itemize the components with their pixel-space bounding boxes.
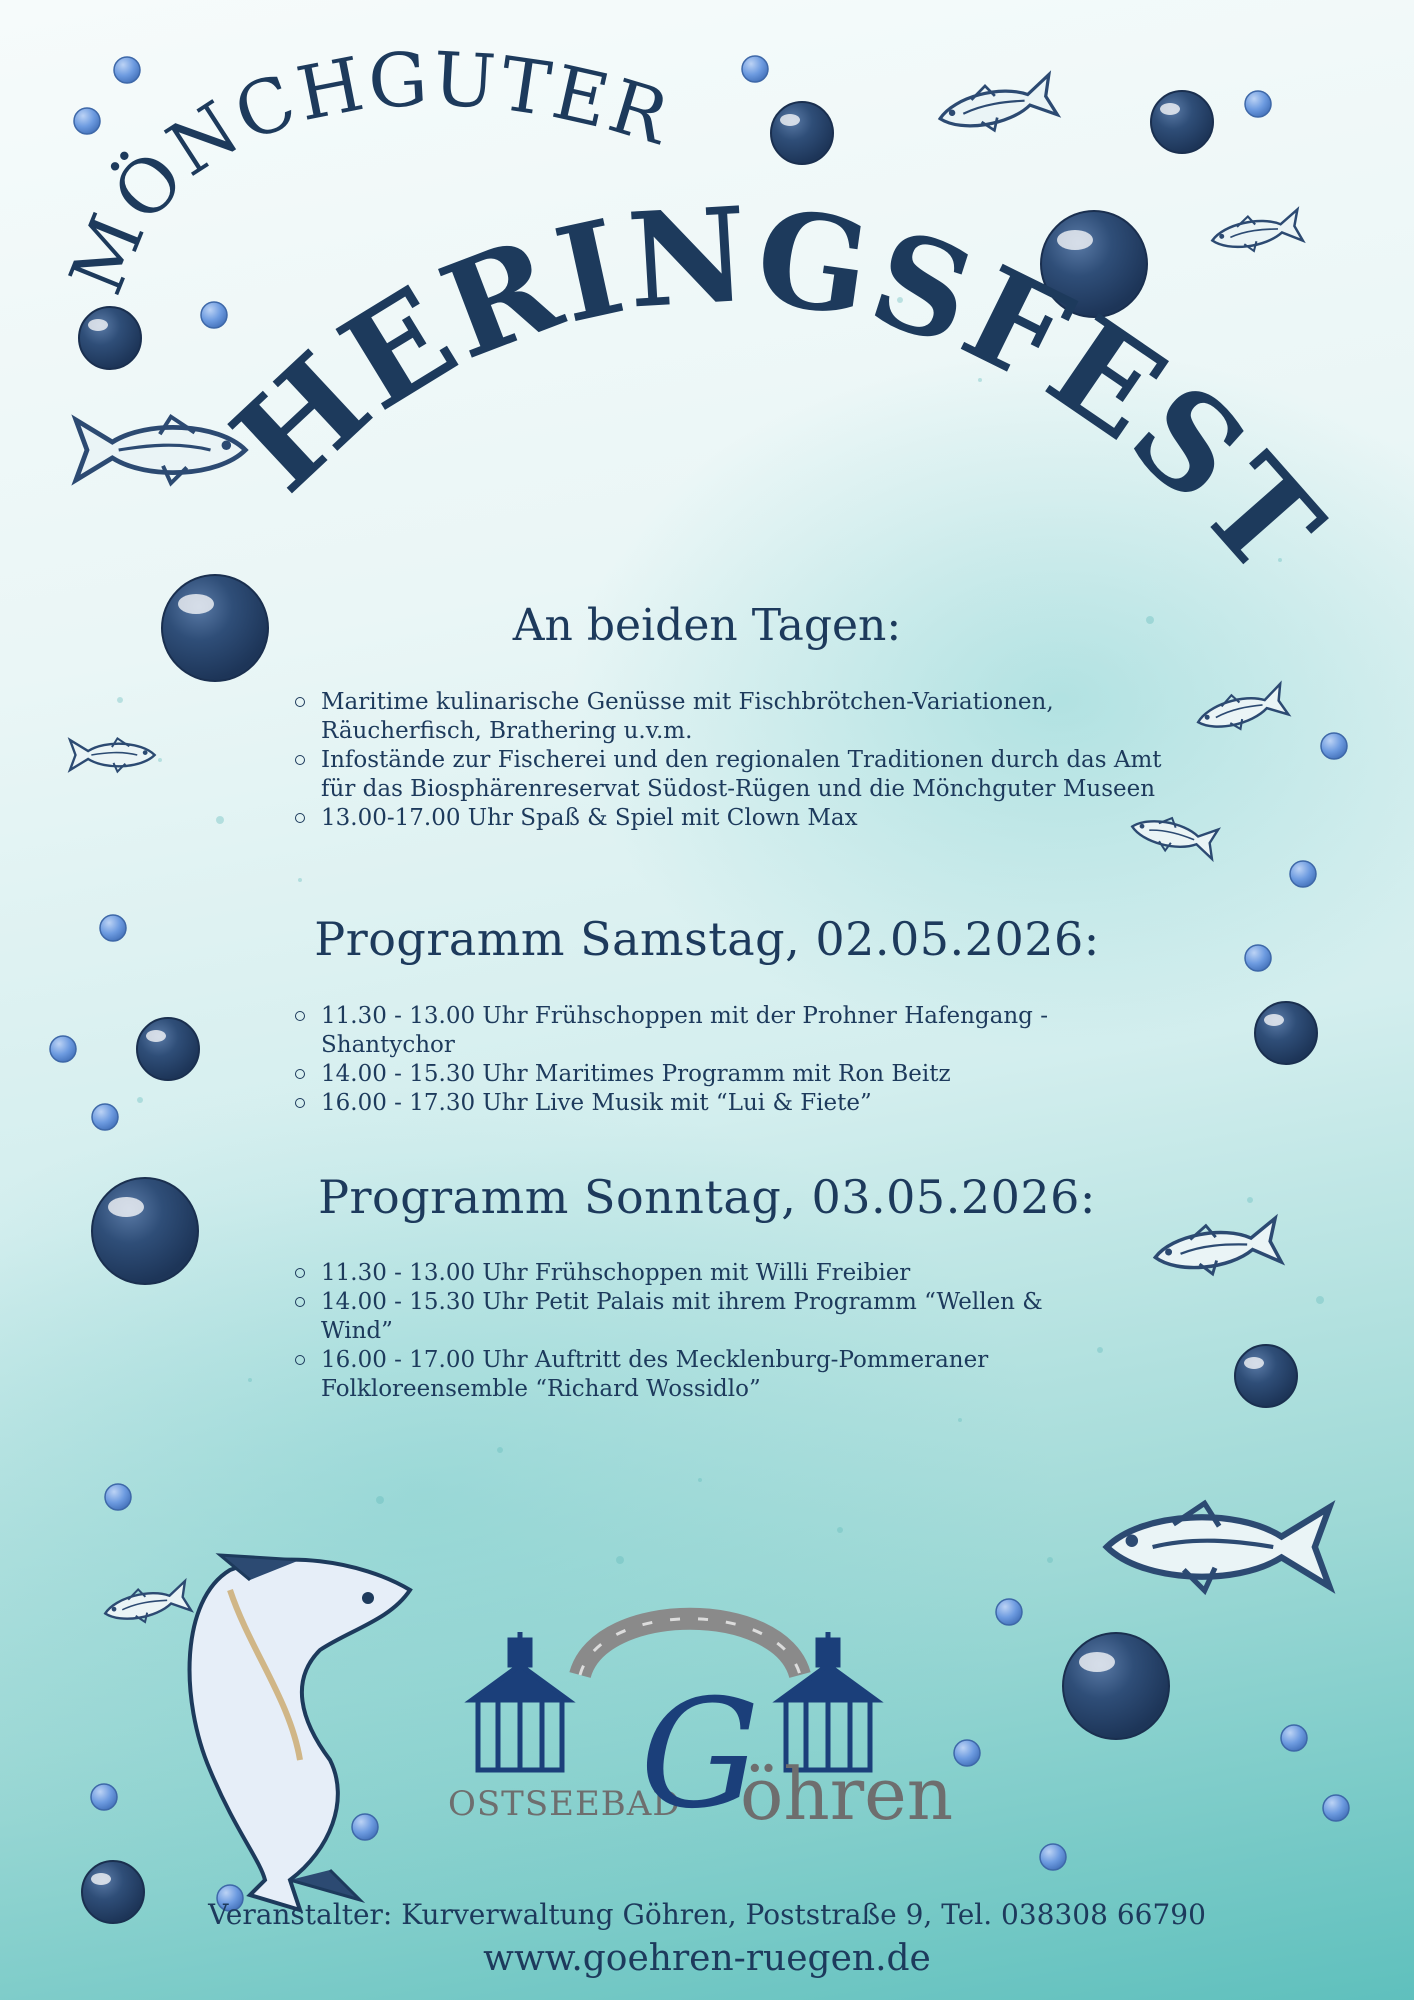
list-item: Infostände zur Fischerei und den regionalen Traditionen durch das Amt für das Biosphärenreservat Südost-Rügen und die Mönchguter Museen — [291, 746, 1191, 804]
list-saturday — [291, 1002, 1141, 1118]
list-item: 13.00-17.00 Uhr Spaß & Spiel mit Clown Max — [291, 804, 1191, 833]
footer-organizer: Veranstalter: Kurverwaltung Göhren, Poststraße 9, Tel. 038308 66790 — [208, 1898, 1206, 1931]
jumping-fish-illustration — [190, 1555, 410, 1910]
list-item: 11.30 - 13.00 Uhr Frühschoppen mit Willi Freibier — [291, 1259, 1091, 1288]
list-item: 14.00 - 15.30 Uhr Petit Palais mit ihrem Programm “Wellen & Wind” — [291, 1288, 1091, 1346]
list-item: 11.30 - 13.00 Uhr Frühschoppen mit der Prohner Hafengang - Shantychor — [291, 1002, 1141, 1060]
heading-sunday: Programm Sonntag, 03.05.2026: — [318, 1170, 1096, 1224]
title-main: HERINGSFEST — [204, 177, 1352, 604]
list-both-days — [291, 688, 1191, 833]
heading-both-days: An beiden Tagen: — [512, 600, 902, 651]
list-item: 16.00 - 17.30 Uhr Live Musik mit “Lui & Fiete” — [291, 1089, 1141, 1118]
list-item: 16.00 - 17.00 Uhr Auftritt des Mecklenburg-Pommeraner Folkloreensemble “Richard Wossidlo” — [291, 1346, 1091, 1404]
logo-rest: öhren — [740, 1752, 954, 1836]
logo-prefix: OSTSEEBAD — [448, 1784, 681, 1824]
list-item: Maritime kulinarische Genüsse mit Fischbrötchen-Variationen, Räucherfisch, Brathering u.v.m. — [291, 688, 1191, 746]
list-sunday — [291, 1259, 1091, 1404]
logo-initial: G — [640, 1668, 760, 1842]
heading-saturday: Programm Samstag, 02.05.2026: — [314, 912, 1100, 966]
footer-website[interactable]: www.goehren-ruegen.de — [483, 1938, 931, 1979]
title-top: MÖNCHGUTER — [53, 36, 681, 306]
list-item: 14.00 - 15.30 Uhr Maritimes Programm mit Ron Beitz — [291, 1060, 1141, 1089]
